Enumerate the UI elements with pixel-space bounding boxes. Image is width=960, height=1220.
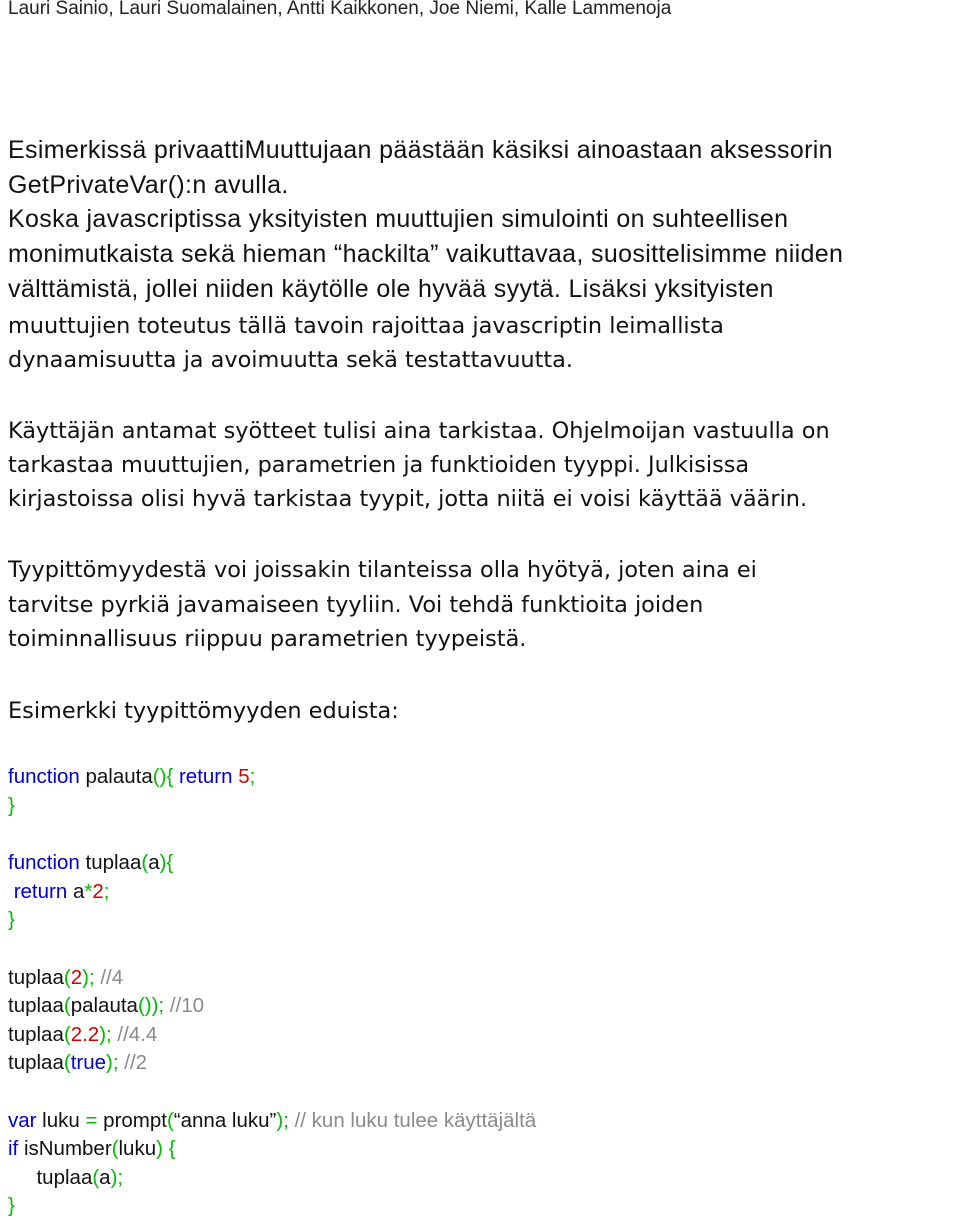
text-line: toiminnallisuus riippuu parametrien tyypeistä. (8, 626, 527, 652)
code-line (8, 765, 255, 789)
code-identifier: tuplaa (79, 851, 142, 874)
code-punct: ( (63, 1023, 71, 1046)
code-punct: } (8, 908, 15, 931)
code-line (8, 1051, 147, 1075)
code-string: “anna luku” (173, 1109, 277, 1132)
code-identifier: tuplaa (8, 994, 64, 1017)
code-keyword: return (8, 880, 68, 903)
code-punct: ){ (159, 851, 174, 874)
code-punct: ( (63, 966, 71, 989)
code-number: 2 (70, 966, 83, 989)
example-heading: Esimerkki tyypittömyyden eduista: (8, 698, 399, 724)
code-line (8, 1166, 123, 1190)
code-punct: ) (156, 1137, 163, 1160)
code-line (8, 1194, 15, 1218)
code-identifier: isNumber (18, 1137, 112, 1160)
code-punct: ); (82, 966, 95, 989)
code-identifier: luku (118, 1137, 157, 1160)
code-indent (8, 1166, 36, 1189)
text-line: tarkastaa muuttujien, parametrien ja funktioiden tyyppi. Julkisissa (8, 452, 750, 478)
code-identifier: a (148, 851, 160, 874)
code-comment: //4 (94, 966, 124, 989)
code-identifier: a (67, 880, 85, 903)
code-keyword: return (173, 765, 233, 788)
code-comment: //4.4 (111, 1023, 158, 1046)
code-punct: (){ (152, 765, 174, 788)
text-segment: Lisäksi yksityisten (561, 275, 774, 303)
code-punct: * (84, 880, 93, 903)
code-keyword: function (8, 851, 80, 874)
text-line: kirjastoissa olisi hyvä tarkistaa tyypit, jotta niitä ei voisi käyttää väärin. (8, 486, 808, 512)
text-line: Koska javascriptissa yksityisten muuttujien simulointi on suhteellisen (8, 205, 789, 233)
code-keyword: if (8, 1137, 19, 1160)
page-header-authors: Lauri Sainio, Lauri Suomalainen, Antti Kaikkonen, Joe Niemi, Kalle Lammenoja (8, 0, 672, 19)
code-punct: = (79, 1109, 98, 1132)
text-line (8, 275, 774, 304)
text-segment: välttämistä, jollei niiden käytölle ole hyvää syytä. (8, 275, 562, 303)
code-line (8, 908, 15, 932)
code-line (8, 880, 109, 904)
code-punct: ( (63, 994, 71, 1017)
code-punct: ); (276, 1109, 289, 1132)
code-identifier: tuplaa (8, 1023, 64, 1046)
code-line (8, 851, 173, 875)
code-identifier: prompt (97, 1109, 167, 1132)
code-line (8, 994, 204, 1018)
code-identifier: a (99, 1166, 111, 1189)
code-number: 2 (92, 880, 104, 903)
code-punct: ()); (137, 994, 165, 1017)
code-number: 5 (232, 765, 250, 788)
code-punct: } (8, 1194, 15, 1217)
text-line: muuttujien toteutus tällä tavoin rajoittaa javascriptin leimallista (8, 313, 724, 339)
code-punct: ; (249, 765, 256, 788)
code-punct: ; (103, 880, 110, 903)
code-identifier: tuplaa (8, 1051, 64, 1074)
code-keyword: true (70, 1051, 107, 1074)
text-line: dynaamisuutta ja avoimuutta sekä testattavuutta. (8, 347, 573, 373)
code-line (8, 1109, 536, 1133)
code-identifier: tuplaa (36, 1166, 93, 1189)
code-line (8, 794, 15, 818)
code-punct: ); (106, 1051, 119, 1074)
code-comment: //2 (118, 1051, 148, 1074)
code-line (8, 966, 123, 990)
code-comment: // kun luku tulee käyttäjältä (288, 1109, 537, 1132)
code-line (8, 1023, 157, 1047)
code-number: 2.2 (70, 1023, 100, 1046)
text-line: Tyypittömyydestä voi joissakin tilanteissa olla hyötyä, joten aina ei (8, 557, 757, 583)
text-line: Käyttäjän antamat syötteet tulisi aina tarkistaa. Ohjelmoijan vastuulla on (8, 418, 830, 444)
code-keyword: function (8, 765, 80, 788)
code-punct: { (162, 1137, 176, 1160)
code-keyword: var (8, 1109, 37, 1132)
code-punct: ( (63, 1051, 71, 1074)
code-punct: ( (92, 1166, 100, 1189)
text-line: GetPrivateVar():n avulla. (8, 171, 289, 199)
code-punct: ( (141, 851, 149, 874)
code-punct: } (8, 794, 15, 817)
code-punct: ( (166, 1109, 174, 1132)
code-punct: ( (111, 1137, 119, 1160)
code-identifier: luku (36, 1109, 80, 1132)
code-comment: //10 (164, 994, 205, 1017)
text-line: tarvitse pyrkiä javamaiseen tyyliin. Voi tehdä funktioita joiden (8, 592, 704, 618)
code-punct: ); (99, 1023, 112, 1046)
code-line (8, 1137, 175, 1161)
code-punct: ); (110, 1166, 124, 1189)
code-identifier: tuplaa (8, 966, 64, 989)
code-identifier: palauta (79, 765, 153, 788)
text-line: Esimerkissä privaattiMuuttujaan päästään käsiksi ainoastaan aksessorin (8, 136, 833, 164)
code-identifier: palauta (70, 994, 138, 1017)
text-line: monimutkaista sekä hieman “hackilta” vaikuttavaa, suosittelisimme niiden (8, 240, 844, 268)
